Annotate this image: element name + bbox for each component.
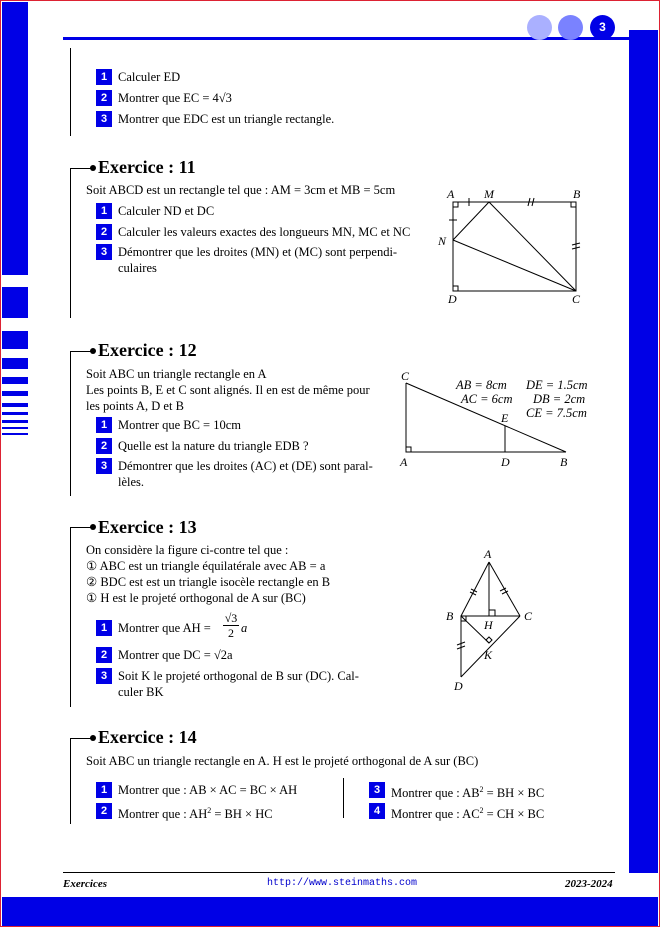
item-text: Calculer ED — [118, 70, 181, 84]
column-divider — [343, 778, 344, 818]
point-label-C: C — [401, 369, 410, 383]
given-length: DE = 1.5cm — [526, 378, 588, 392]
exercise-intro: les points A, D et B — [86, 399, 184, 413]
item-number: 2 — [96, 647, 112, 663]
point-label-D: D — [448, 292, 457, 306]
point-label-K: K — [484, 648, 493, 662]
geometry-figure — [440, 545, 540, 695]
item-number: 1 — [96, 69, 112, 85]
section-bracket — [70, 738, 71, 824]
exercise-intro: Soit ABCD est un rectangle tel que : AM = 3cm et MB = 5cm — [86, 183, 396, 197]
item-text — [391, 803, 544, 822]
point-label-D: D — [501, 455, 510, 469]
item-text-pre: Montrer que : AC — [391, 807, 480, 822]
item-text: Calculer les valeurs exactes des longueurs MN, MC et NC — [118, 225, 411, 239]
header-circle-2 — [558, 15, 583, 40]
footer-url[interactable]: http://www.steinmaths.com — [267, 878, 418, 889]
section-bracket — [70, 527, 71, 707]
right-margin-band — [629, 30, 658, 873]
page-number-badge: 3 — [590, 15, 615, 40]
section-bracket — [70, 351, 71, 496]
item-number: 2 — [96, 90, 112, 106]
point-label-B: B — [560, 455, 568, 469]
section-bracket-top — [70, 527, 92, 528]
exercise-intro: Soit ABC un triangle rectangle en A. H est le projeté orthogonal de A sur (BC) — [86, 754, 479, 768]
condition: ② BDC est est un triangle isocèle rectangle en B — [86, 575, 331, 589]
left-margin-block-1 — [2, 287, 28, 318]
left-margin-stripe — [2, 391, 28, 396]
left-margin-bar — [2, 2, 28, 275]
exponent: 2 — [479, 785, 484, 794]
point-label-B: B — [573, 187, 581, 201]
point-label-A: A — [447, 187, 455, 201]
point-label-D: D — [454, 679, 463, 693]
point-label-H: H — [484, 618, 493, 632]
item-number: 4 — [369, 803, 385, 819]
item-text: Quelle est la nature du triangle EDB ? — [118, 439, 309, 453]
footer-year: 2023-2024 — [565, 878, 613, 890]
exercise-title: Exercice : 13 — [98, 517, 197, 537]
given-length: AB = 8cm — [456, 378, 507, 392]
item-number: 2 — [96, 224, 112, 240]
bullet — [90, 348, 96, 354]
condition: ① H est le projeté orthogonal de A sur (BC) — [86, 591, 306, 605]
item-text: Montrer que EDC est un triangle rectangle. — [118, 112, 335, 126]
item-number: 1 — [96, 417, 112, 433]
item-text — [391, 782, 544, 801]
exercise-intro: Les points B, E et C sont alignés. Il en est de même pour — [86, 383, 370, 397]
item-text-cont: culer BK — [118, 685, 164, 699]
item-text-post: = BH × BC — [483, 786, 545, 801]
item-text-post: = BH × HC — [211, 807, 273, 822]
exercise-intro: Soit ABC un triangle rectangle en A — [86, 367, 267, 381]
item-text: Démontrer que les droites (MN) et (MC) sont perpendi- — [118, 245, 398, 259]
section-bracket-top — [70, 351, 92, 352]
left-margin-stripe — [2, 377, 28, 384]
item-text: Calculer ND et DC — [118, 204, 215, 218]
item-number: 1 — [96, 620, 112, 636]
item-text-pre: Montrer que : AB — [391, 786, 480, 801]
point-label-A: A — [400, 455, 408, 469]
point-label-N: N — [438, 234, 447, 248]
item-text: Montrer que BC = 10cm — [118, 418, 242, 432]
given-length: AC = 6cm — [461, 392, 513, 406]
item-text: a — [241, 621, 248, 635]
item-number: 2 — [96, 803, 112, 819]
section-bracket-top — [70, 168, 92, 169]
exponent: 2 — [207, 806, 212, 815]
item-text: Montrer que : AB × AC = BC × AH — [118, 783, 298, 797]
condition: ① ABC est un triangle équilatérale avec AB = a — [86, 559, 326, 573]
fraction-denominator: 2 — [228, 626, 234, 640]
exercise-title: Exercice : 12 — [98, 340, 197, 360]
left-margin-stripe — [2, 358, 28, 369]
footer-rule — [63, 872, 615, 873]
item-number: 3 — [96, 111, 112, 127]
section-bracket — [70, 168, 71, 318]
left-margin-stripe — [2, 427, 28, 429]
item-number: 3 — [96, 244, 112, 260]
exercise-intro: On considère la figure ci-contre tel que : — [86, 543, 289, 557]
item-text — [118, 803, 273, 822]
rectangle-figure — [430, 185, 590, 310]
item-text-post: = CH × BC — [483, 807, 545, 822]
left-margin-stripe — [2, 420, 28, 423]
item-text: Démontrer que les droites (AC) et (DE) sont paral- — [118, 459, 373, 473]
left-margin-stripe — [2, 433, 28, 435]
item-number: 1 — [96, 782, 112, 798]
item-number: 2 — [96, 438, 112, 454]
exercise-title: Exercice : 14 — [98, 727, 197, 747]
point-label-E: E — [501, 411, 509, 425]
left-margin-stripe — [2, 403, 28, 407]
fraction-numerator: √3 — [224, 611, 238, 625]
bullet — [90, 524, 96, 530]
item-text: Montrer que AH = — [118, 621, 211, 635]
bullet — [90, 735, 96, 741]
section-bracket-top — [70, 738, 92, 739]
left-margin-stripe — [2, 412, 28, 415]
item-number: 1 — [96, 203, 112, 219]
section-bracket — [70, 48, 71, 136]
point-label-A: A — [484, 547, 492, 561]
bottom-band — [2, 897, 658, 926]
fraction — [223, 611, 239, 640]
triangle-figure — [396, 368, 576, 472]
item-number: 3 — [96, 668, 112, 684]
point-label-C: C — [524, 609, 533, 623]
item-text: Soit K le projeté orthogonal de B sur (DC). Cal- — [118, 669, 359, 683]
exponent: 2 — [479, 806, 484, 815]
item-text: Montrer que DC = √2a — [118, 648, 233, 662]
header-circle-1 — [527, 15, 552, 40]
item-number: 3 — [369, 782, 385, 798]
item-text-pre: Montrer que : AH — [118, 807, 208, 822]
given-length: CE = 7.5cm — [526, 406, 587, 420]
bullet — [90, 165, 96, 171]
left-margin-block-2 — [2, 331, 28, 349]
given-length: DB = 2cm — [533, 392, 586, 406]
item-text-cont: lèles. — [118, 475, 145, 489]
footer-left: Exercices — [63, 878, 107, 890]
item-text-cont: culaires — [118, 261, 157, 275]
point-label-M: M — [484, 187, 494, 201]
point-label-C: C — [572, 292, 581, 306]
exercise-title: Exercice : 11 — [98, 157, 196, 177]
item-text: Montrer que EC = 4√3 — [118, 91, 232, 105]
item-number: 3 — [96, 458, 112, 474]
point-label-B: B — [446, 609, 454, 623]
